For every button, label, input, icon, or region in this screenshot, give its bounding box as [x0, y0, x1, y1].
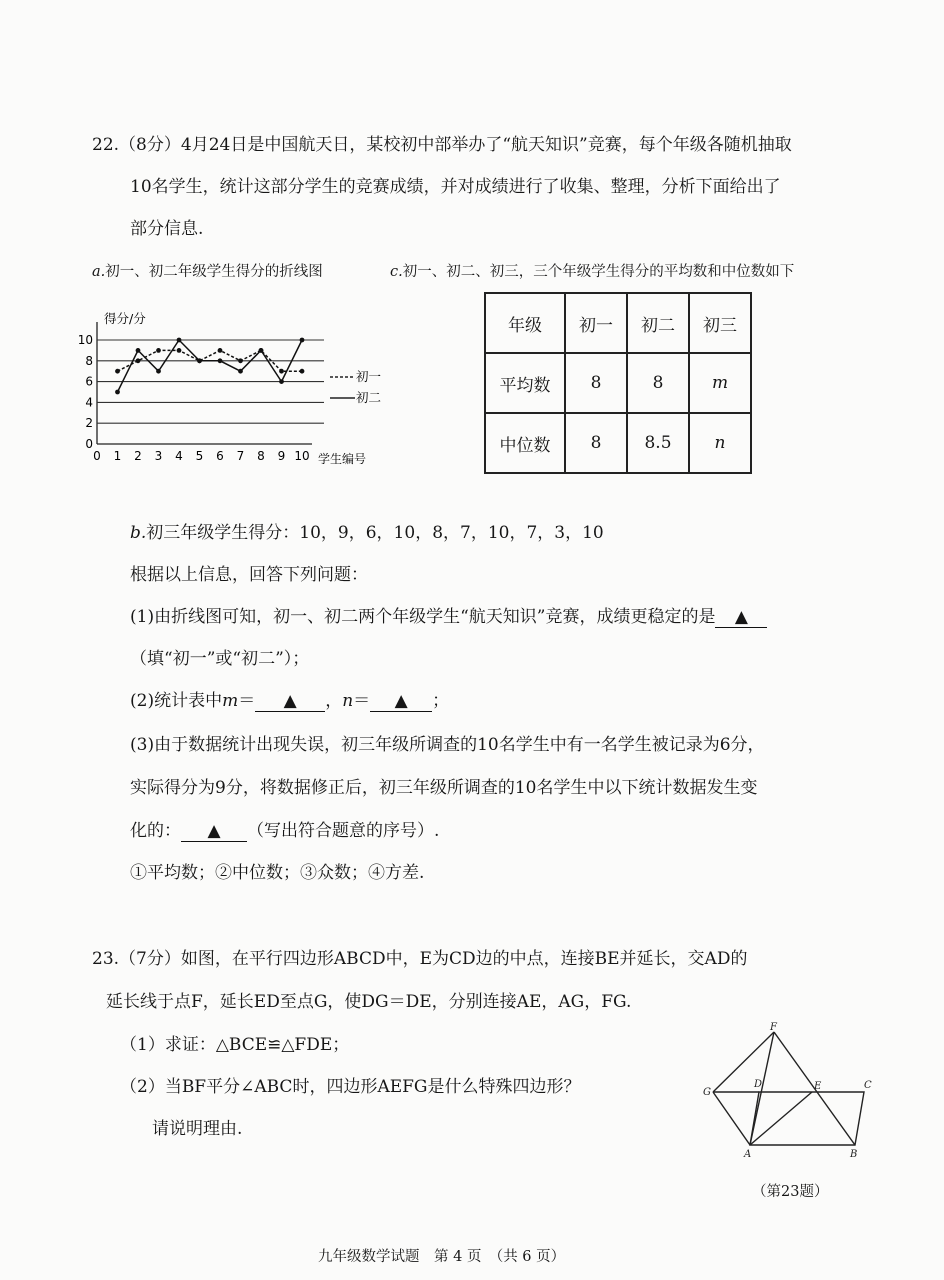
q22-a-text: 初一、初二年级学生得分的折线图 — [105, 264, 323, 280]
data-point — [115, 369, 120, 374]
q23-part1: （1）求证：△BCE≌△FDE； — [120, 1035, 350, 1055]
table-cell: 平均数 — [485, 353, 565, 413]
q22-b-line — [130, 518, 604, 543]
q22-part3-line2: 实际得分为9分，将数据修正后，初三年级所调查的10名学生中以下统计数据发生变 — [130, 778, 758, 798]
q22-line1 — [92, 130, 792, 155]
q22-number: 22. — [92, 135, 120, 155]
data-point — [156, 369, 161, 374]
chart-x-label: 学生编号 — [318, 452, 367, 466]
label-e: E — [814, 1081, 822, 1092]
stats-table — [484, 292, 752, 474]
data-point — [218, 358, 223, 363]
table-cell: m — [689, 353, 751, 413]
q22-c-text: 初一、初二、初三，三个年级学生得分的平均数和中位数如下 — [402, 264, 795, 280]
q22-part3-line1: (3)由于数据统计出现失误，初三年级所调查的10名学生中有一名学生被记录为6分， — [130, 735, 765, 755]
data-point — [197, 358, 202, 363]
label-b: B — [850, 1149, 858, 1160]
comma: ， — [325, 691, 343, 711]
data-point — [279, 369, 284, 374]
data-point — [177, 348, 182, 353]
q22-line2: 10名学生，统计这部分学生的竞赛成绩，并对成绩进行了收集、整理，分析下面给出了 — [130, 177, 781, 197]
q22-line3: 部分信息. — [130, 219, 204, 239]
equals-sign: ＝ — [353, 691, 371, 711]
q22-intro: 根据以上信息，回答下列问题： — [130, 565, 368, 585]
segment-ga — [713, 1092, 750, 1145]
answer-blank-n[interactable]: ▲ — [370, 691, 432, 712]
x-tick-label: 4 — [175, 449, 183, 463]
x-tick-label: 6 — [216, 449, 224, 463]
data-point — [197, 358, 202, 363]
x-tick-label: 9 — [277, 449, 286, 463]
y-tick-label: 8 — [85, 353, 93, 368]
figure-caption: （第23题） — [752, 1184, 829, 1200]
q22-part3-suffix: （写出符合题意的序号）. — [247, 821, 440, 841]
table-row — [485, 413, 751, 473]
x-tick-label: 1 — [113, 449, 122, 463]
y-tick-label: 4 — [85, 395, 93, 410]
q22-part1-line2: （填“初一”或“初二”）； — [130, 649, 310, 669]
q23-part2: （2）当BF平分∠ABC时，四边形AEFG是什么特殊四边形？ — [120, 1077, 581, 1097]
y-tick-label: 10 — [77, 333, 93, 347]
answer-blank-m[interactable]: ▲ — [255, 691, 325, 712]
segment-fg — [713, 1032, 774, 1092]
q22-score: （8分） — [119, 135, 181, 155]
q22-part3-line3 — [130, 816, 439, 842]
data-point — [300, 338, 305, 343]
table-cell: 中位数 — [485, 413, 565, 473]
label-g: G — [703, 1087, 711, 1098]
q22-text-1: 4月24日是中国航天日，某校初中部举办了“航天知识”竞赛，每个年级各随机抽取 — [180, 135, 792, 155]
table-cell: 8 — [565, 413, 627, 473]
legend-label-2: 初二 — [356, 390, 382, 405]
q22-part2 — [130, 686, 449, 712]
q22-c-label: c. — [390, 264, 403, 280]
table-cell: 8 — [565, 353, 627, 413]
semicolon: ； — [432, 691, 450, 711]
data-point — [136, 358, 141, 363]
x-tick-label: 8 — [257, 449, 265, 463]
q22-a-label: a. — [92, 264, 106, 280]
x-tick-label: 7 — [236, 449, 245, 463]
q22-part3-prefix: 化的： — [130, 821, 181, 841]
table-cell: 8.5 — [627, 413, 689, 473]
data-point — [238, 358, 243, 363]
equals-sign: ＝ — [238, 691, 256, 711]
x-tick-label: 10 — [294, 449, 310, 463]
data-point — [156, 348, 161, 353]
q23-text-1: 如图，在平行四边形ABCD中，E为CD边的中点，连接BE并延长，交AD的 — [180, 949, 748, 969]
series-line-1 — [118, 350, 303, 371]
data-point — [238, 369, 243, 374]
var-m: m — [222, 691, 239, 711]
q23-number: 23. — [92, 949, 120, 969]
q23-score: （7分） — [119, 949, 181, 969]
q23-part2-cont: 请说明理由. — [152, 1119, 243, 1139]
q22-c-caption — [390, 260, 794, 281]
q22-b-label: b. — [130, 523, 147, 543]
q22-options: ①平均数；②中位数；③众数；④方差. — [130, 863, 425, 883]
q22-b-text: 初三年级学生得分：10，9，6，10，8，7，10，7，3，10 — [146, 523, 604, 543]
table-cell: 初一 — [565, 293, 627, 353]
answer-blank-1[interactable]: ▲ — [715, 607, 767, 628]
label-a: A — [744, 1149, 752, 1160]
x-tick-label: 3 — [154, 449, 163, 463]
y-tick-label: 2 — [85, 416, 93, 431]
table-cell: 年级 — [485, 293, 565, 353]
x-tick-label: 2 — [134, 449, 142, 463]
q22-a-caption — [92, 260, 323, 281]
q22-part1-line1 — [130, 602, 767, 628]
legend-label-1: 初一 — [356, 369, 382, 384]
y-tick-label: 6 — [85, 374, 93, 389]
chart-y-label: 得分/分 — [104, 311, 146, 326]
segment-af — [750, 1032, 774, 1145]
q23-line1 — [92, 944, 747, 969]
series-line-2 — [118, 340, 303, 392]
segment-bf — [774, 1032, 855, 1145]
label-d: D — [754, 1079, 763, 1090]
table-row — [485, 353, 751, 413]
table-cell: 初二 — [627, 293, 689, 353]
table-cell: n — [689, 413, 751, 473]
var-n: n — [342, 691, 354, 711]
x-tick-label: 0 — [93, 449, 101, 463]
q23-line2: 延长线于点F，延长ED至点G，使DG＝DE，分别连接AE，AG，FG. — [106, 992, 632, 1012]
table-cell: 8 — [627, 353, 689, 413]
data-point — [300, 369, 305, 374]
data-point — [279, 379, 284, 384]
table-header-row — [485, 293, 751, 353]
page-footer: 九年级数学试题 第 4 页 （共 6 页） — [318, 1249, 566, 1265]
answer-blank-3[interactable]: ▲ — [181, 821, 247, 842]
data-point — [115, 390, 120, 395]
data-point — [177, 338, 182, 343]
x-tick-label: 5 — [195, 449, 204, 463]
parallelogram-abcd — [750, 1092, 864, 1145]
data-point — [218, 348, 223, 353]
data-point — [259, 348, 264, 353]
label-f: F — [770, 1022, 777, 1033]
q22-part1-text: (1)由折线图可知，初一、初二两个年级学生“航天知识”竞赛，成绩更稳定的是 — [130, 607, 716, 627]
data-point — [136, 348, 141, 353]
y-tick-label: 0 — [85, 437, 93, 451]
data-point — [259, 348, 264, 353]
q22-part2-prefix: (2)统计表中 — [130, 691, 223, 711]
table-cell: 初三 — [689, 293, 751, 353]
label-c: C — [864, 1080, 872, 1091]
segment-ae — [750, 1092, 812, 1145]
